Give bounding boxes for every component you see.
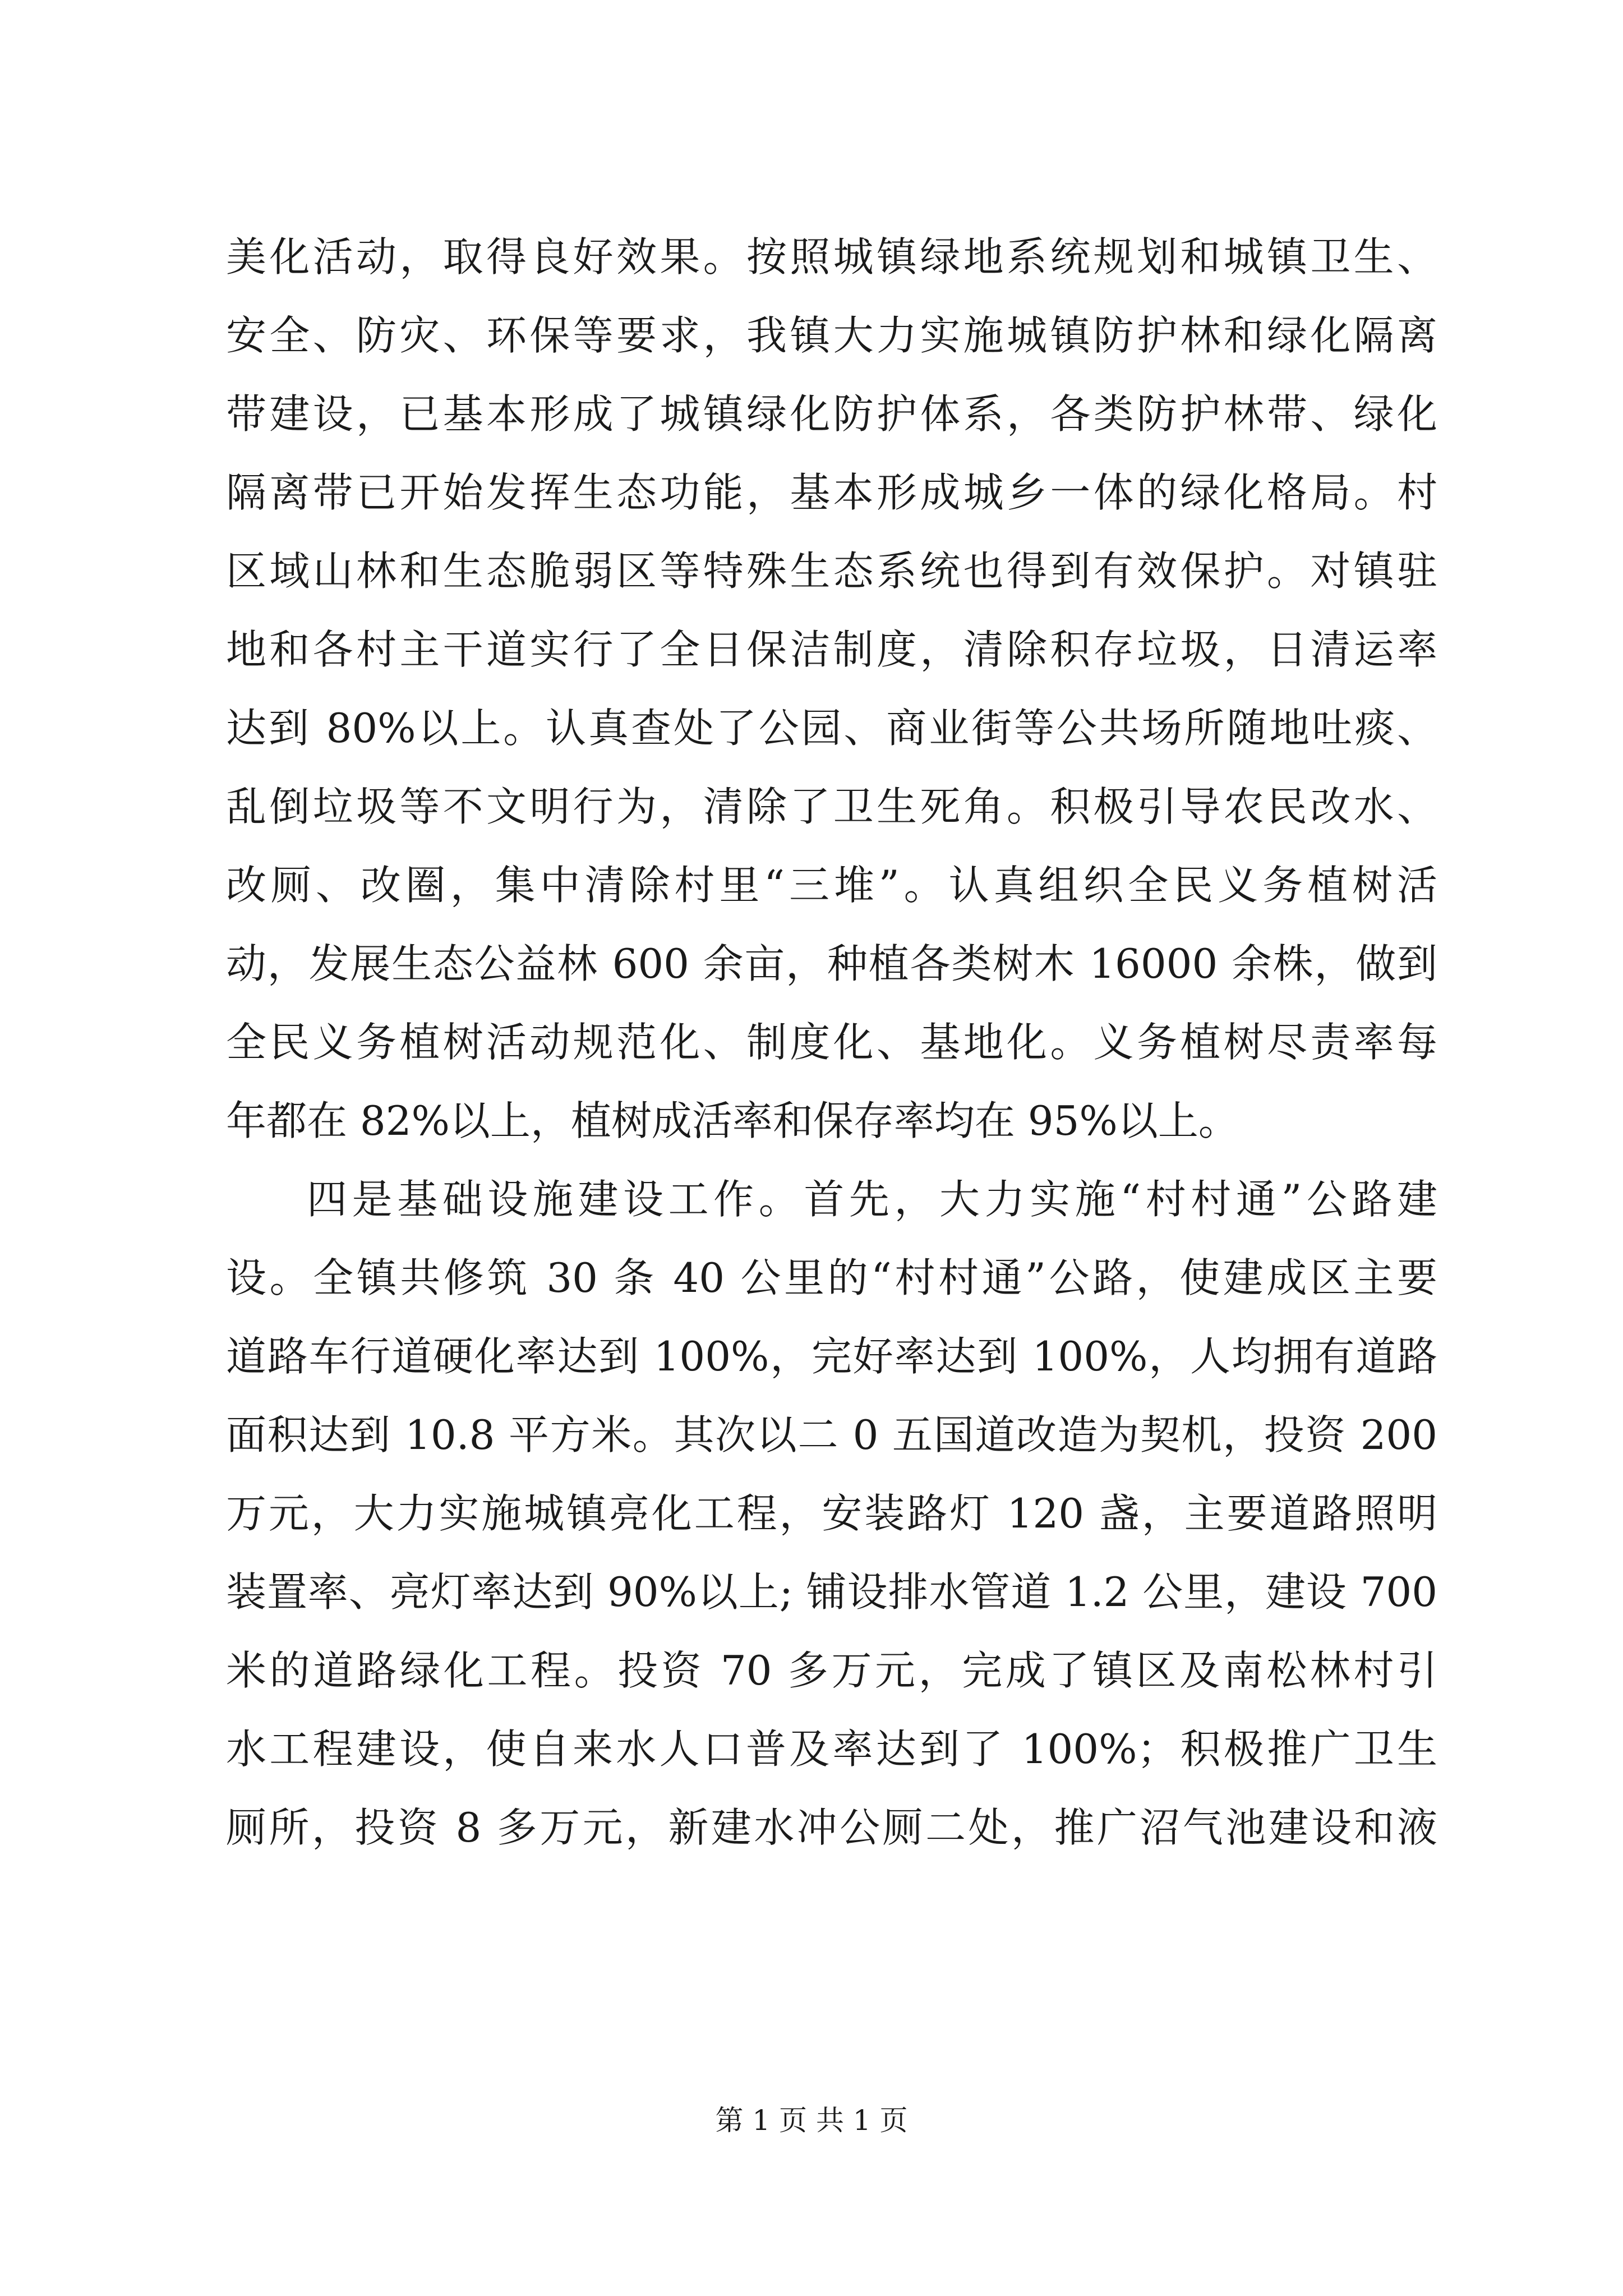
text-line: 地和各村主干道实行了全日保洁制度，清除积存垃圾，日清运率 bbox=[226, 626, 1437, 673]
body-text bbox=[226, 218, 1437, 1867]
text-line: 米的道路绿化工程。投资 70 多万元，完成了镇区及南松林村引 bbox=[226, 1647, 1437, 1694]
text-line-paragraph-start: 四是基础设施建设工作。首先，大力实施“村村通”公路建 bbox=[307, 1176, 1437, 1223]
text-line: 设。全镇共修筑 30 条 40 公里的“村村通”公路，使建成区主要 bbox=[226, 1254, 1437, 1301]
text-line: 改厕、改圈，集中清除村里“三堆”。认真组织全民义务植树活 bbox=[226, 862, 1437, 909]
page-number-footer: 第 1 页 共 1 页 bbox=[715, 2104, 908, 2137]
text-line: 美化活动，取得良好效果。按照城镇绿地系统规划和城镇卫生、 bbox=[226, 233, 1437, 280]
text-line: 区域山林和生态脆弱区等特殊生态系统也得到有效保护。对镇驻 bbox=[226, 547, 1437, 595]
text-line-paragraph-end: 年都在 82%以上，植树成活率和保存率均在 95%以上。 bbox=[226, 1097, 1239, 1144]
text-line: 水工程建设，使自来水人口普及率达到了 100%；积极推广卫生 bbox=[226, 1726, 1437, 1773]
text-line: 全民义务植树活动规范化、制度化、基地化。义务植树尽责率每 bbox=[226, 1019, 1437, 1066]
text-line: 动，发展生态公益林 600 余亩，种植各类树木 16000 余株，做到 bbox=[226, 940, 1437, 987]
text-line: 达到 80%以上。认真查处了公园、商业街等公共场所随地吐痰、 bbox=[226, 705, 1437, 752]
text-line: 装置率、亮灯率达到 90%以上; 铺设排水管道 1.2 公里，建设 700 bbox=[226, 1568, 1437, 1616]
text-line: 道路车行道硬化率达到 100%，完好率达到 100%，人均拥有道路 bbox=[226, 1333, 1437, 1380]
text-line: 乱倒垃圾等不文明行为，清除了卫生死角。积极引导农民改水、 bbox=[226, 783, 1437, 830]
text-line: 厕所，投资 8 多万元，新建水冲公厕二处，推广沼气池建设和液 bbox=[226, 1804, 1437, 1851]
text-line: 万元，大力实施城镇亮化工程，安装路灯 120 盏，主要道路照明 bbox=[226, 1490, 1437, 1537]
text-line: 带建设，已基本形成了城镇绿化防护体系，各类防护林带、绿化 bbox=[226, 390, 1437, 438]
text-line: 安全、防灾、环保等要求，我镇大力实施城镇防护林和绿化隔离 bbox=[226, 312, 1437, 359]
text-line: 隔离带已开始发挥生态功能，基本形成城乡一体的绿化格局。村 bbox=[226, 469, 1437, 516]
text-line: 面积达到 10.8 平方米。其次以二 0 五国道改造为契机，投资 200 bbox=[226, 1411, 1437, 1458]
